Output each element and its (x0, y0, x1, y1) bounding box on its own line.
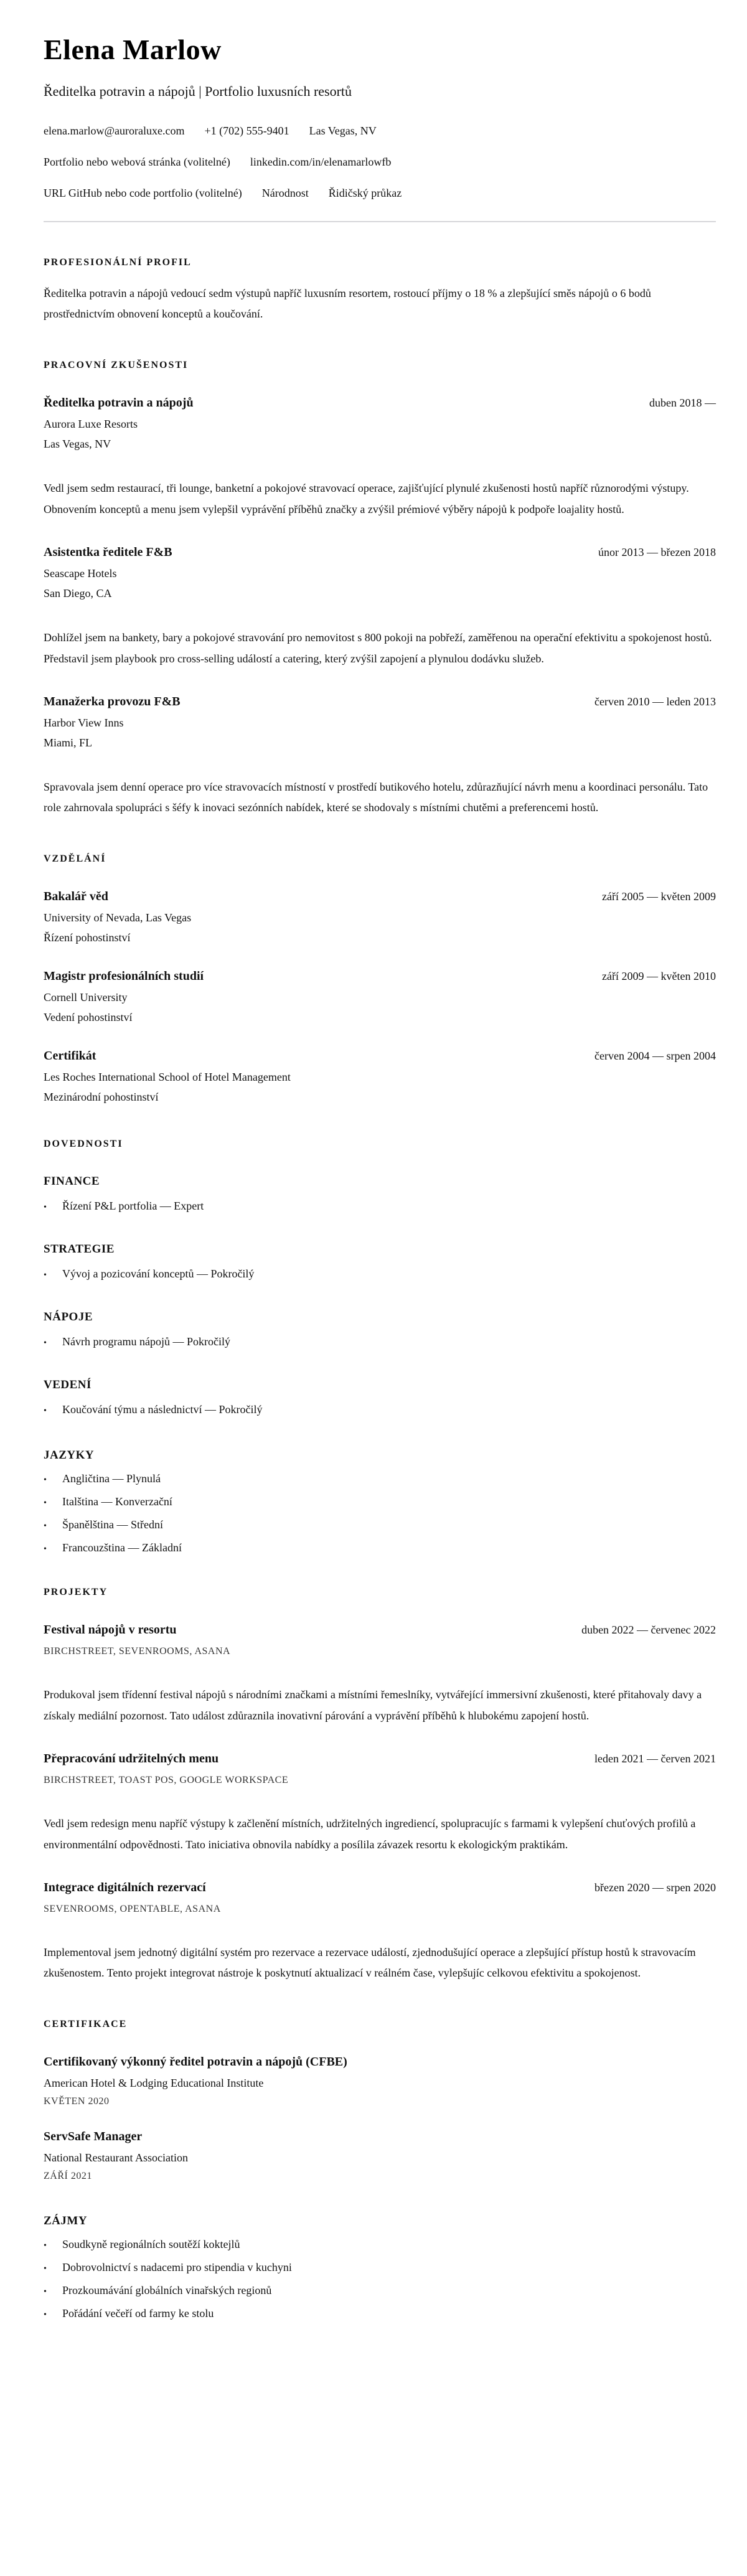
interest-text: Soudkyně regionálních soutěží koktejlů (62, 2238, 240, 2251)
project-tools: BIRCHSTREET, TOAST POS, GOOGLE WORKSPACE (44, 1774, 289, 1785)
project-title: Přepracování udržitelných menu (44, 1751, 219, 1765)
bullet-icon: • (44, 1475, 47, 1485)
job-location: Las Vegas, NV (44, 438, 111, 451)
skill-item-text: Vývoj a pozicování konceptů — Pokročilý (62, 1267, 255, 1281)
header (44, 34, 716, 222)
job-description: Vedl jsem sedm restaurací, tři lounge, banketní a pokojové stravovací operace, zajišťující plynulé zkušenosti hostů napříč různorodými výstupy. Obnovením konceptů a menu jsem vylepšil vyprávění příběhů značky a zvýšil prémiové výběry nápojů k podpoře loajality hostů. (44, 482, 689, 516)
bullet-icon: • (44, 1498, 47, 1508)
interest-item (44, 2261, 716, 2274)
bullet-icon: • (44, 1271, 47, 1281)
skill-group (44, 1310, 716, 1348)
skill-group-name: NÁPOJE (44, 1310, 93, 1324)
interest-item (44, 2238, 716, 2251)
project-title-row (44, 1752, 716, 1766)
skill-item-text: Řízení P&L portfolia — Expert (62, 1200, 204, 1213)
portfolio-label: Portfolio nebo webová stránka (volitelné) (44, 155, 230, 168)
phone-text: +1 (702) 555-9401 (204, 124, 289, 137)
bullet-icon: • (44, 1203, 47, 1213)
headline: Ředitelka potravin a nápojů | Portfolio luxusních resortů (44, 83, 352, 99)
certification-entry (44, 2130, 716, 2182)
bullet-icon: • (44, 2241, 47, 2251)
job-dates: únor 2013 — březen 2018 (598, 545, 716, 558)
bullet-icon: • (44, 1406, 47, 1416)
bullet-icon: • (44, 1521, 47, 1531)
education-entry (44, 890, 716, 944)
job-entry (44, 695, 716, 819)
language-text: Italština — Konverzační (62, 1495, 172, 1508)
section-education (44, 853, 716, 1104)
project-description: Produkoval jsem třídenní festival nápojů s národními značkami a místními řemeslníky, vytvářející immersivní zkušenosti, které přitahovaly davy a získaly mediální pozornost. Tato událost zdůraznila inovativní párování a vyprávění příběhů k hlubokému zapojení hostů. (44, 1688, 702, 1723)
languages-heading: JAZYKY (44, 1449, 95, 1462)
job-dates: duben 2018 — (649, 397, 716, 410)
job-company: Seascape Hotels (44, 566, 117, 580)
projects-heading: PROJEKTY (44, 1587, 108, 1598)
contact-row-1 (44, 125, 716, 138)
project-tools: SEVENROOMS, OPENTABLE, ASANA (44, 1903, 221, 1914)
skill-item-text: Návrh programu nápojů — Pokročilý (62, 1335, 230, 1348)
section-certifications (44, 2019, 716, 2182)
job-location: Miami, FL (44, 736, 93, 749)
section-skills (44, 1139, 716, 1416)
bullet-icon: • (44, 2287, 47, 2297)
education-dates: září 2009 — květen 2010 (602, 970, 716, 983)
job-title-row (44, 396, 716, 410)
interest-item (44, 2307, 716, 2320)
candidate-name: Elena Marlow (44, 34, 222, 65)
profile-text: Ředitelka potravin a nápojů vedoucí sedm výstupů napříč luxusním resortem, rostoucí příjmy o 18 % a zlepšující směs nápojů o 6 bodů prostřednictvím obnovení konceptů a koučování. (44, 286, 651, 321)
nationality-label: Národnost (261, 186, 309, 199)
section-experience (44, 360, 716, 819)
job-title: Asistentka ředitele F&B (44, 545, 172, 559)
skill-group (44, 1378, 716, 1416)
interest-item (44, 2284, 716, 2297)
job-title: Manažerka provozu F&B (44, 694, 181, 708)
project-title-row (44, 1881, 716, 1895)
project-description: Vedl jsem redesign menu napříč výstupy k začlenění místních, udržitelných ingrediencí, spolupracujíc s farmami k vylepšení chuťových profilů a environmentální odpovědnosti. Tato iniciativa obnovila nabídky a posílila závazek resortu k ekologickým praktikám. (44, 1817, 696, 1851)
education-title-row (44, 890, 716, 904)
skill-item (44, 1200, 716, 1213)
job-company: Aurora Luxe Resorts (44, 418, 138, 431)
skill-group-name: STRATEGIE (44, 1243, 115, 1256)
project-entry (44, 1623, 716, 1727)
job-entry (44, 545, 716, 670)
bullet-icon: • (44, 1544, 47, 1554)
certification-issuer: American Hotel & Lodging Educational Institute (44, 2077, 264, 2090)
interest-text: Prozkoumávání globálních vinařských regionů (62, 2284, 272, 2297)
project-entry (44, 1752, 716, 1856)
certification-issuer: National Restaurant Association (44, 2151, 188, 2165)
language-item (44, 1472, 716, 1485)
skill-item (44, 1403, 716, 1416)
skill-group (44, 1175, 716, 1213)
job-company: Harbor View Inns (44, 716, 124, 729)
skill-group (44, 1243, 716, 1281)
education-school: Les Roches International School of Hotel Management (44, 1071, 291, 1084)
linkedin-text: linkedin.com/in/elenamarlowfb (250, 155, 392, 168)
education-field: Vedení pohostinství (44, 1011, 133, 1024)
education-school: University of Nevada, Las Vegas (44, 911, 192, 924)
header-divider (44, 221, 716, 222)
project-dates: duben 2022 — červenec 2022 (581, 1624, 716, 1637)
profile-heading: PROFESIONÁLNÍ PROFIL (44, 256, 192, 268)
certification-date: ZÁŘÍ 2021 (44, 2171, 92, 2182)
interest-text: Dobrovolnictví s nadacemi pro stipendia v kuchyni (62, 2261, 292, 2274)
education-school: Cornell University (44, 991, 128, 1004)
project-description: Implementoval jsem jednotný digitální systém pro rezervace a rezervace událostí, zjednodušující operace a zlepšující přístup hostů k stravovacím zkušenostem. Tento projekt integrovat nástroje k poskytnutí aktualizací v reálném čase, vylepšujíc celkovou efektivitu a spokojenost. (44, 1945, 696, 1980)
certifications-heading: CERTIFIKACE (44, 2019, 128, 2030)
job-location: San Diego, CA (44, 586, 112, 599)
email-text: elena.marlow@auroraluxe.com (44, 124, 185, 137)
job-description: Dohlížel jsem na bankety, bary a pokojové stravování pro nemovitost s 800 pokoji na pobřeží, zaměřenou na operační efektivitu a spokojenost hostů. Představil jsem playbook pro cross-selling událostí a catering, který zvýšil zapojení a plynulou dodávku služeb. (44, 631, 712, 665)
section-profile (44, 257, 716, 326)
bullet-icon: • (44, 1338, 47, 1348)
interest-text: Pořádání večeří od farmy ke stolu (62, 2307, 214, 2320)
project-dates: leden 2021 — červen 2021 (594, 1752, 716, 1765)
job-dates: červen 2010 — leden 2013 (594, 695, 716, 708)
skill-item (44, 1335, 716, 1348)
location-text: Las Vegas, NV (309, 124, 377, 137)
job-description: Spravovala jsem denní operace pro více stravovacích místností v prostředí butikového hotelu, zdůrazňující návrh menu a koordinaci personálu. Tato role zahrnovala spolupráci s šéfy k inovaci sezónních nabídek, které se shodovaly s místními chutěmi a preferencemi hostů. (44, 780, 708, 814)
interests-list (44, 2238, 716, 2320)
education-field: Řízení pohostinství (44, 931, 131, 944)
interests-heading: ZÁJMY (44, 2214, 88, 2228)
education-field: Mezinárodní pohostinství (44, 1091, 159, 1104)
project-title: Festival nápojů v resortu (44, 1623, 177, 1637)
education-title-row (44, 1049, 716, 1063)
contact-row-2 (44, 156, 716, 169)
language-text: Španělština — Střední (62, 1518, 163, 1531)
job-entry (44, 396, 716, 520)
education-entry (44, 969, 716, 1024)
bullet-icon: • (44, 2264, 47, 2274)
languages-list (44, 1472, 716, 1554)
skill-item (44, 1267, 716, 1281)
education-title-row (44, 969, 716, 984)
section-interests (44, 2214, 716, 2320)
certification-date: KVĚTEN 2020 (44, 2096, 110, 2107)
education-entry (44, 1049, 716, 1104)
job-title-row (44, 695, 716, 709)
language-item (44, 1495, 716, 1508)
certification-title: ServSafe Manager (44, 2130, 143, 2144)
section-projects (44, 1587, 716, 1984)
project-dates: březen 2020 — srpen 2020 (594, 1881, 716, 1894)
license-label: Řidičský průkaz (328, 186, 402, 199)
project-tools: BIRCHSTREET, SEVENROOMS, ASANA (44, 1646, 231, 1657)
language-item (44, 1518, 716, 1531)
github-label: URL GitHub nebo code portfolio (volitelné) (44, 186, 242, 199)
certification-title: Certifikovaný výkonný ředitel potravin a nápojů (CFBE) (44, 2055, 347, 2069)
skill-item-text: Koučování týmu a následnictví — Pokročilý (62, 1403, 263, 1416)
project-title-row (44, 1623, 716, 1637)
bullet-icon: • (44, 2310, 47, 2320)
experience-heading: PRACOVNÍ ZKUŠENOSTI (44, 360, 189, 371)
project-entry (44, 1881, 716, 1985)
skill-group-name: VEDENÍ (44, 1378, 92, 1392)
certification-entry (44, 2055, 716, 2107)
contact-row-3 (44, 187, 716, 200)
education-dates: září 2005 — květen 2009 (602, 890, 716, 903)
language-text: Francouzština — Základní (62, 1541, 182, 1554)
language-item (44, 1541, 716, 1554)
education-heading: VZDĚLÁNÍ (44, 853, 106, 865)
section-languages (44, 1449, 716, 1554)
education-degree: Bakalář věd (44, 890, 108, 904)
project-title: Integrace digitálních rezervací (44, 1880, 206, 1894)
education-degree: Magistr profesionálních studií (44, 969, 204, 984)
skill-group-name: FINANCE (44, 1175, 100, 1188)
education-dates: červen 2004 — srpen 2004 (594, 1050, 716, 1063)
education-degree: Certifikát (44, 1049, 96, 1063)
job-title-row (44, 545, 716, 560)
skills-heading: DOVEDNOSTI (44, 1139, 123, 1150)
language-text: Angličtina — Plynulá (62, 1472, 161, 1485)
job-title: Ředitelka potravin a nápojů (44, 396, 194, 410)
